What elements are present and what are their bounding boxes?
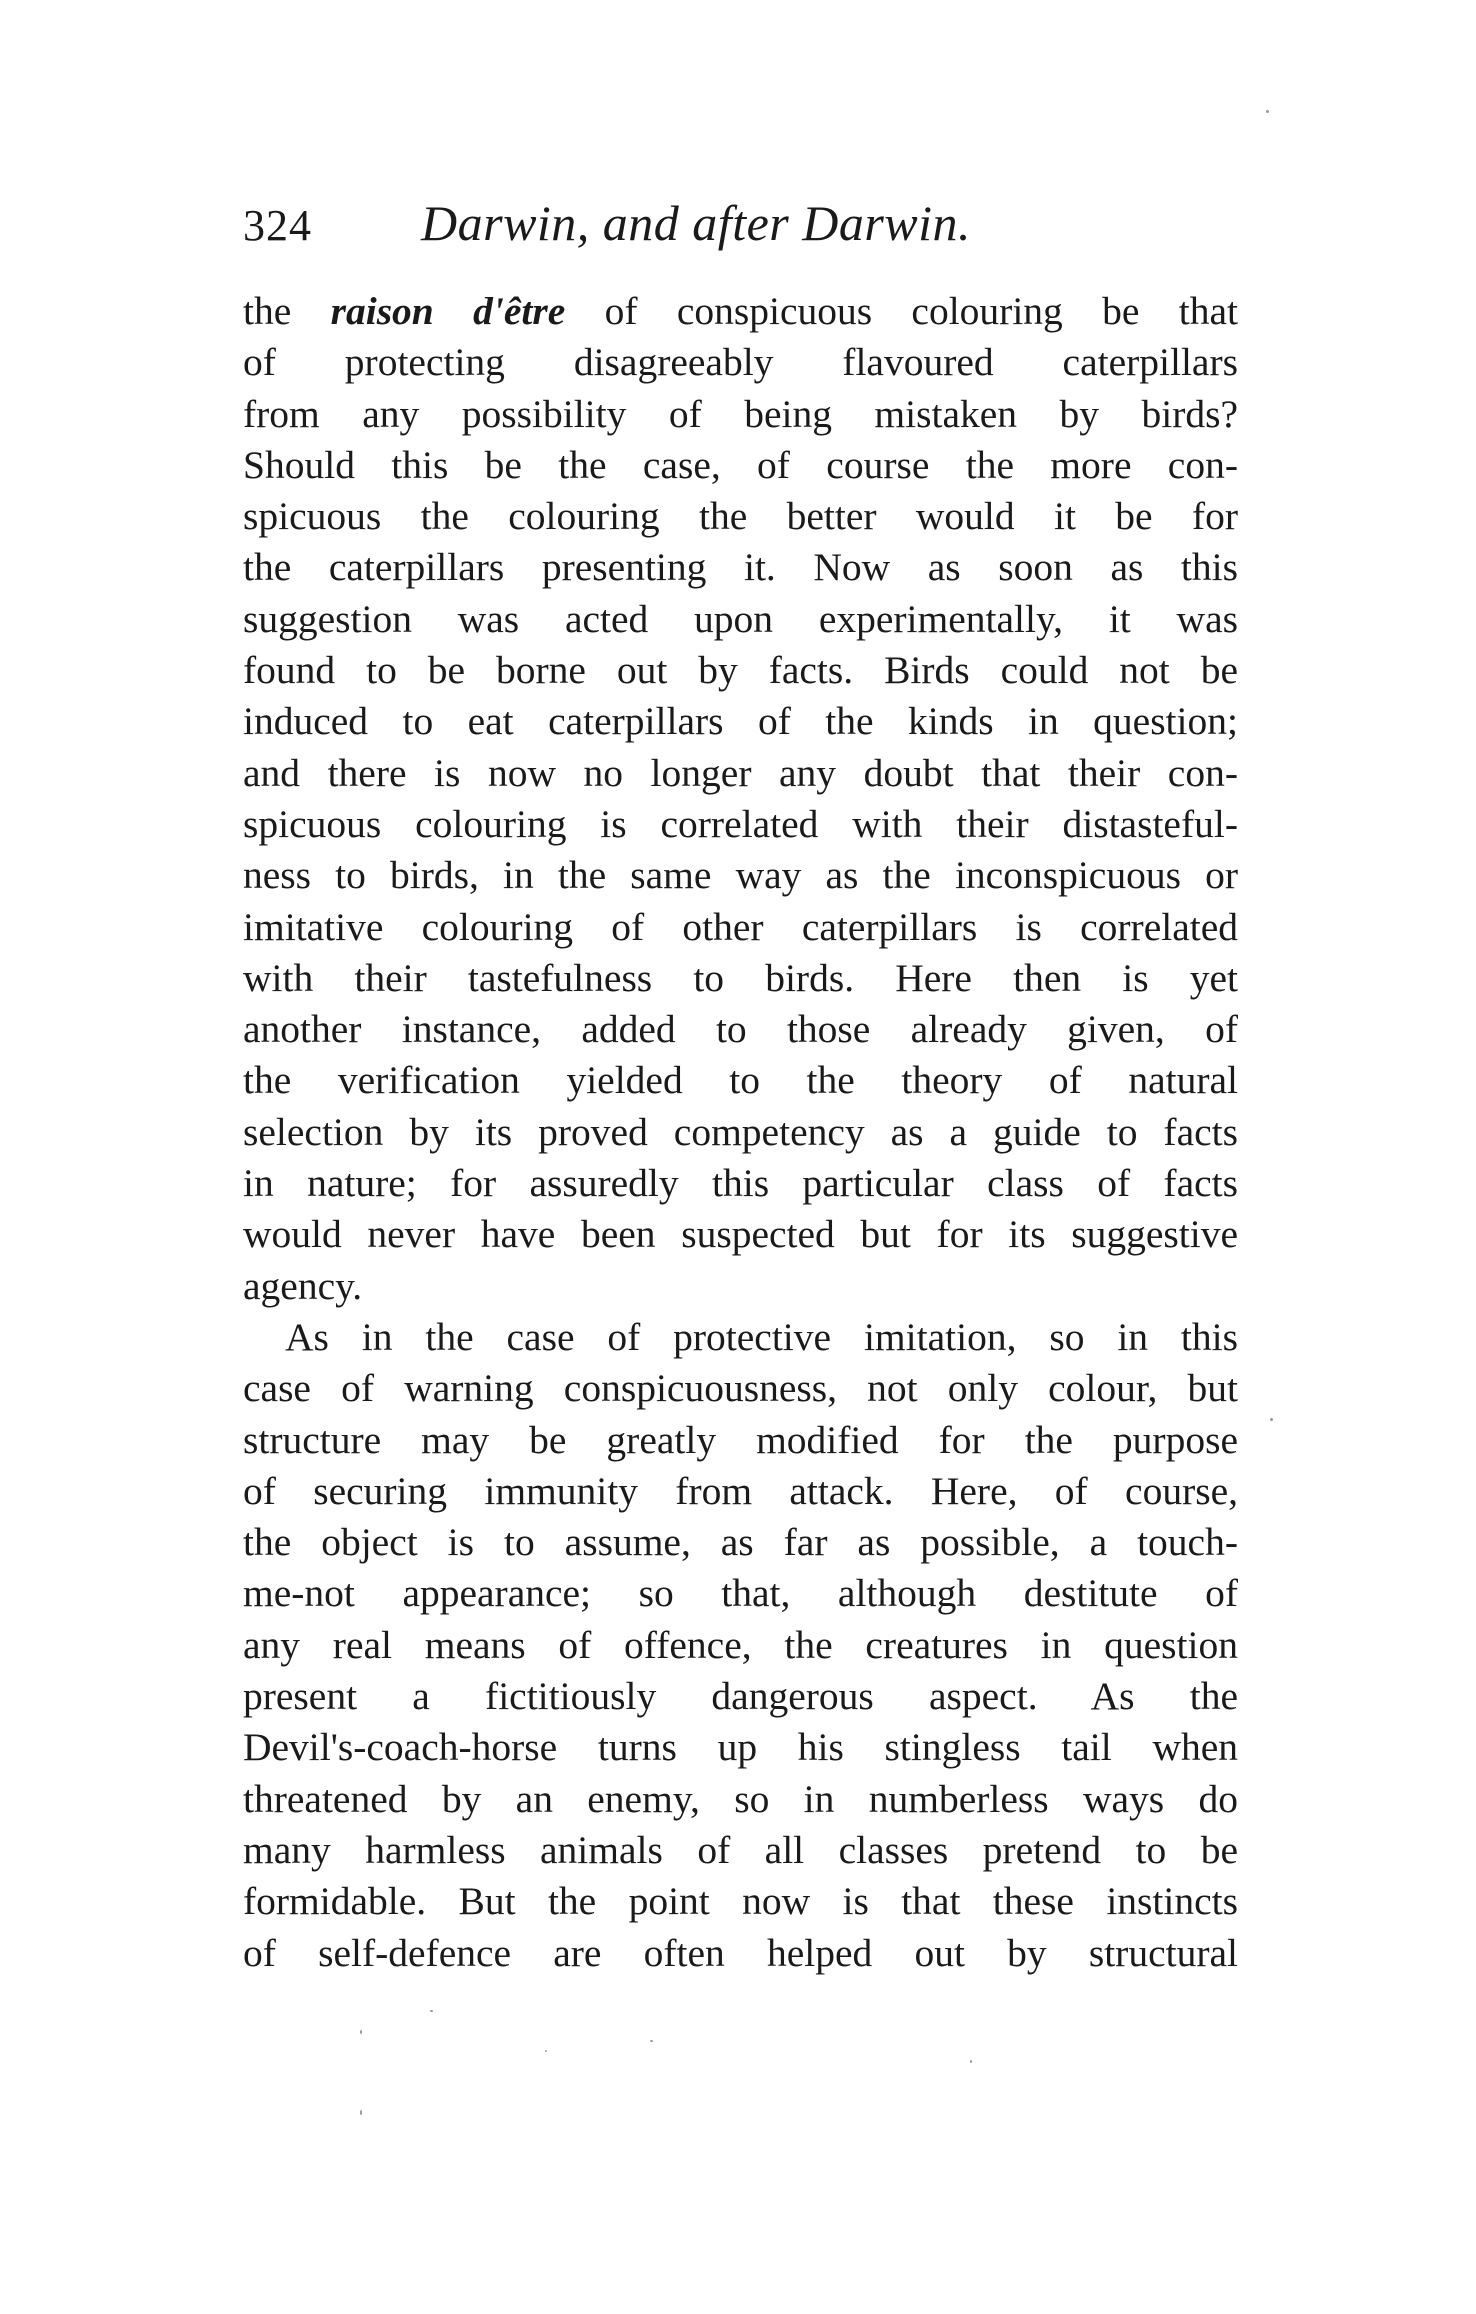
text-line: the caterpillars presenting it. Now as soon as this [243, 545, 1238, 590]
text-line: spicuous colouring is correlated with their distasteful- [243, 801, 1238, 846]
scan-speck [360, 2030, 362, 2034]
text-line: structure may be greatly modified for the purpose [243, 1417, 1238, 1462]
text-line: suggestion was acted upon experimentally, it was [243, 596, 1238, 641]
text-line: of securing immunity from attack. Here, of course, [243, 1468, 1238, 1513]
scan-speck [430, 2010, 433, 2012]
scan-speck [650, 2040, 653, 2042]
italic-phrase: raison d'être [330, 289, 566, 333]
text-line: the object is to assume, as far as possible, a touch- [243, 1520, 1238, 1565]
text-line [243, 286, 1238, 337]
text-line: threatened by an enemy, so in numberless ways do [243, 1776, 1238, 1821]
scan-speck [1266, 110, 1269, 113]
body-text [243, 286, 1238, 1979]
text-line: many harmless animals of all classes pretend to be [243, 1827, 1238, 1872]
scan-speck [1270, 1418, 1273, 1421]
line-segment: of conspicuous colouring be that [565, 289, 1238, 333]
text-line: me-not appearance; so that, although destitute of [243, 1571, 1238, 1616]
text-line: spicuous the colouring the better would it be for [243, 494, 1238, 539]
text-line: Devil's-coach-horse turns up his stingless tail when [243, 1725, 1238, 1770]
scan-speck [970, 2060, 972, 2063]
text-line: present a fictitiously dangerous aspect. As the [243, 1674, 1238, 1719]
text-line: imitative colouring of other caterpillars is correlated [243, 904, 1238, 949]
text-line: any real means of offence, the creatures in question [243, 1622, 1238, 1667]
page-header [243, 194, 1243, 264]
text-line: from any possibility of being mistaken by birds? [243, 391, 1238, 436]
text-line: selection by its proved competency as a guide to facts [243, 1109, 1238, 1154]
text-line: with their tastefulness to birds. Here then is yet [243, 955, 1238, 1000]
text-line: induced to eat caterpillars of the kinds in question; [243, 699, 1238, 744]
text-line: found to be borne out by facts. Birds could not be [243, 648, 1238, 693]
page-number: 324 [243, 201, 312, 250]
text-line: of self-defence are often helped out by structural [243, 1930, 1238, 1975]
line-segment: the [243, 289, 331, 333]
scan-speck [545, 2050, 547, 2052]
text-line: another instance, added to those already given, of [243, 1007, 1238, 1052]
running-title: Darwin, and after Darwin. [421, 195, 972, 251]
text-line: Should this be the case, of course the more con- [243, 442, 1238, 487]
scan-speck [360, 2110, 362, 2115]
text-line: the verification yielded to the theory of natural [243, 1058, 1238, 1103]
text-line: ness to birds, in the same way as the inconspicuous or [243, 853, 1238, 898]
text-line: case of warning conspicuousness, not only colour, but [243, 1366, 1238, 1411]
text-line: in nature; for assuredly this particular class of facts [243, 1161, 1238, 1206]
text-line: would never have been suspected but for its suggestive [243, 1212, 1238, 1257]
text-line: and there is now no longer any doubt that their con- [243, 750, 1238, 795]
text-line: formidable. But the point now is that these instincts [243, 1879, 1238, 1924]
text-line: As in the case of protective imitation, so in this [285, 1314, 1238, 1359]
text-line: of protecting disagreeably flavoured caterpillars [243, 340, 1238, 385]
text-line: agency. [243, 1263, 363, 1308]
